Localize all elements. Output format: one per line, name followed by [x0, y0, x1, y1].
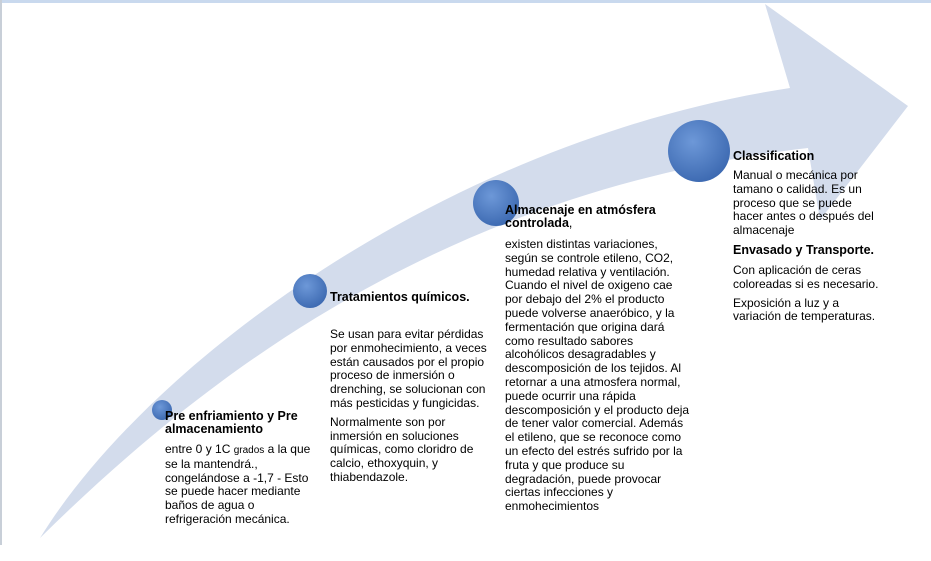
stage-1-title: Pre enfriamiento y Pre almacenamiento: [165, 409, 298, 436]
stage-4-paragraph-1: Con aplicación de ceras coloreadas si es necesario.: [733, 262, 879, 291]
stage-1-desc-unit: grados: [233, 445, 265, 456]
stage-node-4: [668, 120, 730, 182]
stage-4-title: Classification: [733, 149, 815, 163]
stage-1-desc-part-a: entre 0 y 1C: [165, 442, 234, 456]
stage-4-paragraph-2: Exposición a luz y a variación de temperaturas.: [733, 295, 876, 324]
stage-1-desc-part-b: a la que se la mantendrá., congelándose a -1,7 - Esto se puede hacer mediante baños de agua o refrigeración mecánica.: [165, 442, 311, 526]
stage-2-title: Tratamientos químicos.: [330, 290, 470, 304]
stage-node-2: [293, 274, 327, 308]
stage-2-paragraph-1: Se usan para evitar pérdidas por enmohecimiento, a veces están causados por el propio proceso de inmersión o drenching, se solucionan con más pesticidas y fungicidas.: [330, 327, 487, 410]
stage-3-title: [505, 204, 690, 230]
stage-3: [505, 204, 690, 514]
stage-3-description: existen distintas variaciones, según se controle etileno, CO2, humedad relativa y ventilación. Cuando el nivel de oxigeno cae por debajo del 2% el producto puede volverse anaeróbico, y la fermentación que origina dará como resultado sabores alcohólicos desagradables y descomposición de los tejidos. Al retornar a una atmosfera normal, puede ocurrir una rápida descomposición y el producto deja de tener valor comercial. Además el etileno, que se reconoce como un efecto del estrés sufrido por la fruta y que produce su degradación, puede provocar ciertas infecciones y enmohecimientos: [505, 237, 690, 514]
stage-2: [330, 291, 495, 485]
stage-2-paragraph-2: Normalmente son por inmersión en soluciones químicas, como cloridro de calcio, ethoxyquin, y thiabendazole.: [330, 414, 474, 484]
stage-1-description: [165, 443, 320, 527]
stage-4: [733, 150, 881, 324]
stage-1: [165, 410, 320, 527]
stage-4-description: Manual o mecánica por tamano o calidad. Es un proceso que se puede hacer antes o después del almacenaje: [733, 168, 874, 238]
stage-3-title-text: Almacenaje en atmósfera controlada: [505, 203, 656, 230]
stage-4-title-2: Envasado y Transporte.: [733, 242, 875, 257]
stage-3-title-suffix: ,: [568, 216, 573, 230]
